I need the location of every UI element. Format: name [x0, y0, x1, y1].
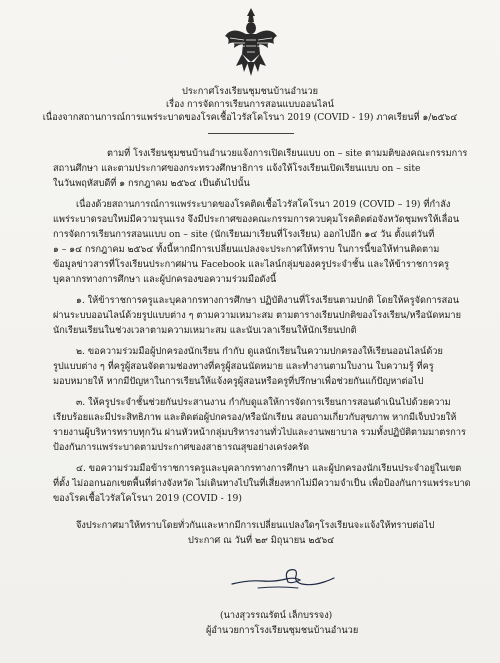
announcement-subject: เรื่อง การจัดการเรียนการสอนแบบออนไลน์	[166, 99, 334, 110]
list-item-line: ๔. ขอความร่วมมือข้าราชการครูและบุคลากรทางการศึกษา และผู้ปกครองนักเรียนประจำอยู่ในเขต	[76, 463, 462, 474]
paragraph-2-line: ๑ – ๑๔ กรกฎาคม ๒๕๖๔ ทั้งนี้หากมีการเปลี่ยนแปลงจะประกาศให้ทราบ ในการนี้ขอให้ท่านติดตาม	[53, 244, 440, 255]
list-item-line: ของโรคเชื้อไวรัสโคโรนา 2019 (COVID - 19)	[53, 493, 242, 504]
paragraph-2-line: ข้อมูลข่าวสารที่โรงเรียนประกาศผ่าน Facebook และไลน์กลุ่มของครูประจำชั้น และให้ข้าราชการครู	[53, 259, 450, 270]
header-divider	[208, 133, 294, 134]
paragraph-2-line: เนื่องด้วยสถานการณ์การแพร่ระบาดของโรคติดเชื้อไวรัสโคโรนา 2019 (COVID – 19) ที่กำลัง	[76, 199, 451, 210]
list-item-line: ๒. ขอความร่วมมือผู้ปกครองนักเรียน กำกับ ดูแลนักเรียนในความปกครองให้เรียนออนไลน์ด้วย	[76, 346, 443, 357]
list-item-line: มอบหมายให้ หากมีปัญหาในการเรียนให้แจ้งครูผู้สอนหรือครูที่ปรึกษาเพื่อช่วยกันแก้ปัญหาต่อไป	[53, 376, 424, 387]
list-item-line: นักเรียนเรียนในช่วงเวลาตามความเหมาะสม และนับเวลาเรียนให้นักเรียนปกติ	[53, 325, 357, 336]
paragraph-1-line: ในวันพฤหัสบดีที่ ๑ กรกฎาคม ๒๕๖๔ เป็นต้นไปนั้น	[53, 178, 250, 189]
announcement-subtitle: เนื่องจากสถานการณ์การแพร่ระบาดของโรคเชื้อไวรัสโคโรนา 2019 (COVID - 19) ภาคเรียนที่ ๑/๒๕๖๔	[42, 112, 458, 123]
signer-name: (นางสุวรรณรัตน์ เล็กบรรจง)	[220, 610, 333, 621]
paragraph-2-line: แพร่ระบาดรอบใหม่มีความรุนแรง จึงมีประกาศของคณะกรรมการควบคุมโรคติดต่อจังหวัดชุมพรให้เลื่อน	[53, 214, 460, 225]
announcement-date: ประกาศ ณ วันที่ ๒๙ มิถุนายน ๒๕๖๔	[188, 535, 335, 546]
paragraph-1-line: สถานศึกษา และตามประกาศของกระทรวงศึกษาธิการ แจ้งให้โรงเรียนเปิดเรียนแบบ on – site	[53, 163, 421, 174]
list-item-line: ป้องกันการแพร่ระบาดตามประกาศของสาธารณสุขอย่างเคร่งครัด	[53, 442, 309, 453]
list-item-line: ผ่านระบบออนไลน์ด้วยรูปแบบต่าง ๆ ตามความเหมาะสม ตามตารางเรียนปกติของโรงเรียน/หรือนัดหมาย	[53, 310, 461, 321]
garuda-emblem-icon	[222, 6, 280, 78]
list-item-line: เรียบร้อยและมีประสิทธิภาพ และติดต่อผู้ปกครอง/หรือนักเรียน สอบถามเกี่ยวกับสุขภาพ หากมีเจ็บป่วยให้	[53, 412, 457, 423]
paragraph-2-line: บุคลากรทางการศึกษา และผู้ปกครองขอความร่วมมือดังนี้	[53, 274, 277, 285]
announcement-issuer: ประกาศโรงเรียนชุมชนบ้านอำนวย	[182, 86, 318, 97]
list-item-line: ที่ตั้ง ไม่ออกนอกเขตพื้นที่ต่างจังหวัด ไม่เดินทางไปในที่เสี่ยงหากไม่มีความจำเป็น เพื่อป้องกันการแพร่ระบาด	[53, 478, 471, 489]
handwritten-signature-icon	[228, 566, 338, 594]
paragraph-2-line: การจัดการเรียนการสอนแบบ on – site (นักเรียนมาเรียนที่โรงเรียน) ออกไปอีก ๑๔ วัน ตั้งแต่วันที่	[53, 229, 435, 240]
closing-statement: จึงประกาศมาให้ทราบโดยทั่วกันและหากมีการเปลี่ยนแปลงใดๆโรงเรียนจะแจ้งให้ทราบต่อไป	[76, 520, 435, 531]
list-item-line: ๑. ให้ข้าราชการครูและบุคลากรทางการศึกษา ปฏิบัติงานที่โรงเรียนตามปกติ โดยให้ครูจัดการสอน	[76, 295, 460, 306]
list-item-line: รายงานผู้บริหารทราบทุกวัน ผ่านหัวหน้ากลุ่มบริหารงานทั่วไปและงานพยาบาล รวมทั้งปฏิบัติตามมาตรการ	[53, 427, 466, 438]
list-item-line: ๓. ให้ครูประจำชั้นช่วยกันประสานงาน กำกับดูแลให้การจัดการเรียนการสอนดำเนินไปด้วยความ	[76, 397, 451, 408]
list-item-line: รูปแบบต่าง ๆ ที่ครูผู้สอนจัดตามช่องทางที่ครูผู้สอนนัดหมาย และทำงานตามใบงาน ใบความรู้ ที่ครู	[53, 361, 434, 372]
paragraph-1-line: ตามที่ โรงเรียนชุมชนบ้านอำนวยแจ้งการเปิดเรียนแบบ on – site ตามมติของคณะกรรมการ	[107, 148, 468, 159]
signer-title: ผู้อำนวยการโรงเรียนชุมชนบ้านอำนวย	[206, 625, 359, 636]
